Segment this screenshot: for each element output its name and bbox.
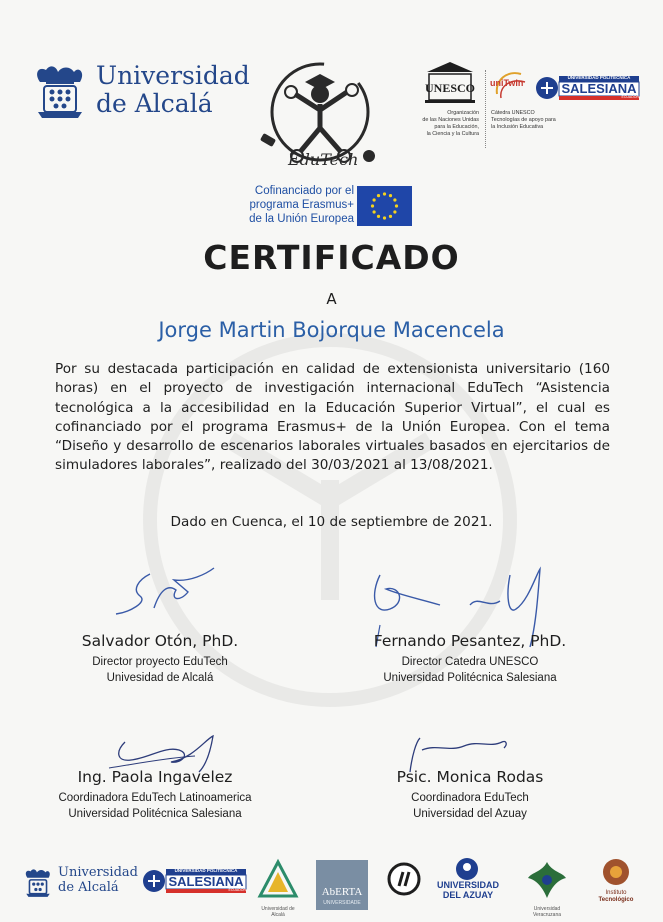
unitwin-caption (491, 110, 571, 131)
unitwin-label: uniTwin (490, 78, 524, 88)
unitwin-caption-line1: Cátedra UNESCO (491, 110, 535, 116)
ups-header-top: UNIVERSIDAD POLITÉCNICA (567, 75, 631, 80)
signatory-name: Ing. Paola Ingavelez (77, 768, 233, 786)
footer-unicaldas-caption: Universidad de Alcalá (261, 906, 295, 918)
alcala-name-line1: Universidad (96, 61, 250, 90)
universidad-alcala-logo (30, 60, 250, 120)
signatory-name: Salvador Otón, PhD. (81, 632, 239, 650)
footer-aberta-name: AbERTA (321, 886, 363, 898)
footer-azuay-emblem-icon (455, 857, 479, 881)
footer-azuay-name (428, 880, 508, 900)
signatory-pesantez (345, 632, 595, 686)
signatory-institution: Universidad Politécnica Salesiana (383, 672, 557, 684)
signatory-role: Director Catedra UNESCO (401, 656, 539, 668)
certificate-body: Por su destacada participación en calidad de extensionista universitario (160 horas) en el proyecto de investigación internacional EduTech “Asistencia tecnológica a la accesibilidad en la Educación Superior Virtual”, el cual es cofinanciado por el programa Erasmus+ de la Unión Europea. Con el tema “Diseño y desarrollo de escenarios laborales virtuales basados en ejercitarios de simuladores laborales”, realizado del 30/03/2021 al 13/08/2021. (55, 361, 610, 474)
erasmus-text (249, 184, 354, 226)
ups-header-name: SALESIANA (561, 81, 637, 96)
footer-aberta-logo (316, 860, 368, 910)
footer-itc-line1: Instituto (605, 890, 627, 896)
footer-alcala-logo (22, 865, 138, 903)
footer-alcala-name (58, 865, 138, 895)
logo-divider (485, 70, 486, 148)
unesco-caption-line2: de las Naciones Unidas (422, 117, 479, 123)
signatory-institution: Universidad del Azuay (413, 808, 527, 820)
ups-header-sub: ECUADOR (621, 95, 639, 99)
footer-itc-line2: Tecnológico (598, 897, 634, 903)
footer-ups-logo (142, 867, 248, 899)
alcala-name-line2: de Alcalá (96, 89, 213, 118)
alcala-name (96, 62, 250, 118)
signatory-name: Fernando Pesantez, PhD. (373, 632, 567, 650)
footer-triangle-logo-icon (256, 858, 300, 902)
footer-circle-logo-icon (387, 862, 421, 896)
footer-alcala-line2: de Alcalá (58, 880, 119, 895)
footer-aberta-caption: UNIVERSIDADE (323, 900, 361, 906)
unesco-temple-icon (425, 60, 475, 104)
signatory-ingavelez (30, 768, 280, 822)
ups-header-logo (535, 74, 641, 106)
signatory-institution: Universidad Politécnica Salesiana (68, 808, 242, 820)
unitwin-caption-line2: Tecnologías de apoyo para (491, 117, 556, 123)
erasmus-line1: Cofinanciado por el (254, 185, 354, 197)
recipient-name: Jorge Martin Bojorque Macencela (158, 318, 505, 342)
unesco-caption (405, 110, 479, 138)
eu-flag-icon (357, 186, 412, 226)
signatory-role: Coordinadora EduTech (411, 792, 529, 804)
footer-unicaldas-logo (256, 858, 300, 918)
certificate-preposition: A (326, 290, 337, 308)
signatory-role: Director proyecto EduTech (92, 656, 228, 668)
footer-azuay-line1: UNIVERSIDAD (436, 880, 499, 890)
footer-alcala-line1: Universidad (58, 865, 138, 880)
signatory-institution: Univesidad de Alcalá (106, 672, 214, 684)
signatory-oton (40, 632, 280, 686)
unesco-caption-line1: Organización (447, 110, 479, 116)
issue-date: Dado en Cuenca, el 10 de septiembre de 2021. (170, 514, 493, 530)
footer-itc-logo (584, 856, 648, 914)
signatory-name: Psic. Monica Rodas (396, 768, 544, 786)
unesco-caption-line3: para la Educación, (434, 124, 479, 130)
footer-ups-top: UNIVERSIDAD POLITÉCNICA (174, 868, 238, 873)
footer-itc-gear-icon (600, 856, 632, 888)
certificate-title: CERTIFICADO (203, 238, 460, 277)
footer-ups-sub: ECUADOR (228, 888, 246, 892)
erasmus-cofunding-badge (240, 184, 430, 228)
unesco-chair-logos (405, 60, 645, 150)
footer-ups-name: SALESIANA (168, 874, 244, 889)
erasmus-line3: de la Unión Europea (249, 213, 354, 225)
footer-itc-text (584, 890, 648, 904)
unitwin-caption-line3: la Inclusión Educativa (491, 124, 544, 130)
alcala-crest-icon (30, 60, 90, 120)
signature-oton-icon (110, 560, 220, 620)
signatory-role: Coordinadora EduTech Latinoamerica (58, 792, 252, 804)
footer-veracruzana-caption: Universidad Veracruzana (532, 906, 562, 918)
unesco-caption-line4: la Ciencia y la Cultura (426, 131, 479, 137)
footer-alcala-crest-icon (22, 865, 54, 899)
edutech-wordmark: EduTech (288, 150, 359, 169)
signatory-rodas (345, 768, 595, 822)
footer-veracruzana-logo (522, 858, 572, 918)
footer-azuay-line2: DEL AZUAY (442, 890, 494, 900)
erasmus-line2: programa Erasmus+ (249, 199, 354, 211)
footer-veracruzana-emblem-icon (522, 858, 572, 902)
svg-text:UNESCO: UNESCO (425, 81, 475, 95)
